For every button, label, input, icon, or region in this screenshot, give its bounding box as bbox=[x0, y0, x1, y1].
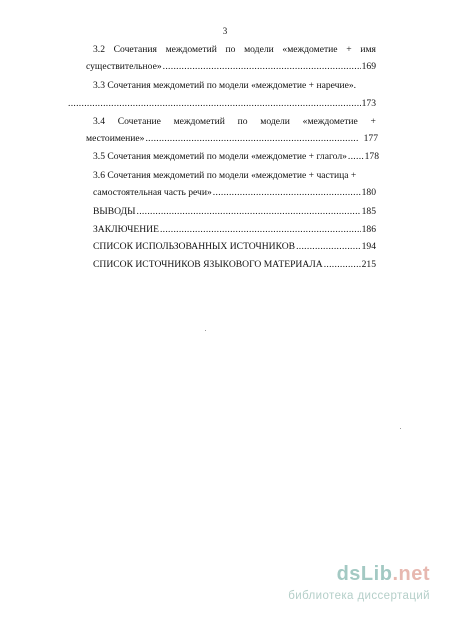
dot-leader bbox=[145, 133, 358, 145]
dot-leader bbox=[324, 259, 361, 271]
toc-entry-corpus bbox=[93, 259, 376, 271]
watermark-logo-suffix: .net bbox=[392, 563, 430, 585]
toc-entry-3-5 bbox=[93, 151, 379, 163]
toc-word: Сочетания bbox=[113, 44, 157, 55]
toc-word: имя bbox=[360, 44, 376, 55]
watermark-logo-main: dsLib bbox=[336, 563, 393, 585]
toc-entry-text: СПИСОК ИСПОЛЬЗОВАННЫХ ИСТОЧНИКОВ bbox=[93, 241, 296, 252]
scan-speck bbox=[400, 428, 401, 429]
dot-leader bbox=[137, 206, 361, 218]
scan-speck bbox=[205, 330, 206, 331]
toc-page-number: 186 bbox=[361, 224, 376, 235]
watermark-tagline: библиотека диссертаций bbox=[288, 590, 430, 602]
toc-entry-text: ЗАКЛЮЧЕНИЕ bbox=[93, 224, 159, 235]
toc-entry-sources bbox=[93, 241, 376, 253]
toc-entry-conclusions bbox=[93, 206, 376, 218]
dot-leader bbox=[163, 61, 361, 73]
toc-word: модели bbox=[244, 44, 274, 55]
toc-entry-3-4-line-2 bbox=[86, 133, 378, 145]
toc-page-number: 173 bbox=[361, 98, 376, 109]
toc-entry-text: местоимение» bbox=[86, 133, 145, 144]
toc-word: + bbox=[346, 44, 352, 55]
toc-page-number: 194 bbox=[361, 241, 376, 252]
toc-word: междометий bbox=[173, 116, 225, 127]
dot-leader bbox=[296, 241, 361, 253]
toc-word: «междометие bbox=[302, 116, 358, 127]
watermark bbox=[230, 563, 430, 613]
page-number: 3 bbox=[222, 26, 228, 36]
toc-entry-text: существительное» bbox=[86, 61, 162, 72]
toc-entry-3-6-line-1: 3.6 Сочетания междометий по модели «междометие + частица + bbox=[93, 170, 357, 181]
dot-leader bbox=[160, 224, 361, 236]
watermark-logo bbox=[337, 563, 430, 586]
toc-page-number: 185 bbox=[361, 206, 376, 217]
toc-word: «междометие bbox=[282, 44, 338, 55]
toc-entry-3-6-line-2 bbox=[93, 187, 376, 199]
toc-entry-3-2-line-2 bbox=[86, 61, 376, 73]
dot-leader bbox=[348, 151, 364, 163]
toc-word: междометий bbox=[165, 44, 217, 55]
toc-word: 3.2 bbox=[93, 44, 105, 55]
toc-entry-text: СПИСОК ИСТОЧНИКОВ ЯЗЫКОВОГО МАТЕРИАЛА bbox=[93, 259, 323, 270]
toc-entry-3-3-line-2 bbox=[67, 98, 376, 110]
toc-page-number: 169 bbox=[361, 61, 376, 72]
toc-page-number: 215 bbox=[361, 259, 376, 270]
toc-entry-3-4-line-1 bbox=[93, 116, 376, 128]
toc-word: по bbox=[225, 44, 236, 55]
toc-word: 3.4 bbox=[93, 116, 105, 127]
toc-word: по bbox=[237, 116, 248, 127]
toc-word: модели bbox=[260, 116, 290, 127]
toc-page-number: 180 bbox=[361, 187, 376, 198]
toc-entry-text: самостоятельная часть речи» bbox=[93, 187, 212, 198]
toc-page-number: 178 bbox=[364, 151, 379, 162]
toc-entry-final bbox=[93, 224, 376, 236]
toc-entry-3-3-line-1: 3.3 Сочетания междометий по модели «междометие + наречие». bbox=[93, 80, 357, 91]
toc-page-number: 177 bbox=[363, 133, 378, 144]
toc-entry-text: 3.5 Сочетания междометий по модели «междометие + глагол» bbox=[93, 151, 347, 162]
dot-leader bbox=[213, 187, 361, 199]
toc-entry-3-2-line-1 bbox=[93, 44, 376, 56]
toc-word: Сочетание bbox=[117, 116, 161, 127]
toc-word: + bbox=[370, 116, 376, 127]
toc-entry-text: ВЫВОДЫ bbox=[93, 206, 136, 217]
dot-leader bbox=[68, 98, 361, 110]
